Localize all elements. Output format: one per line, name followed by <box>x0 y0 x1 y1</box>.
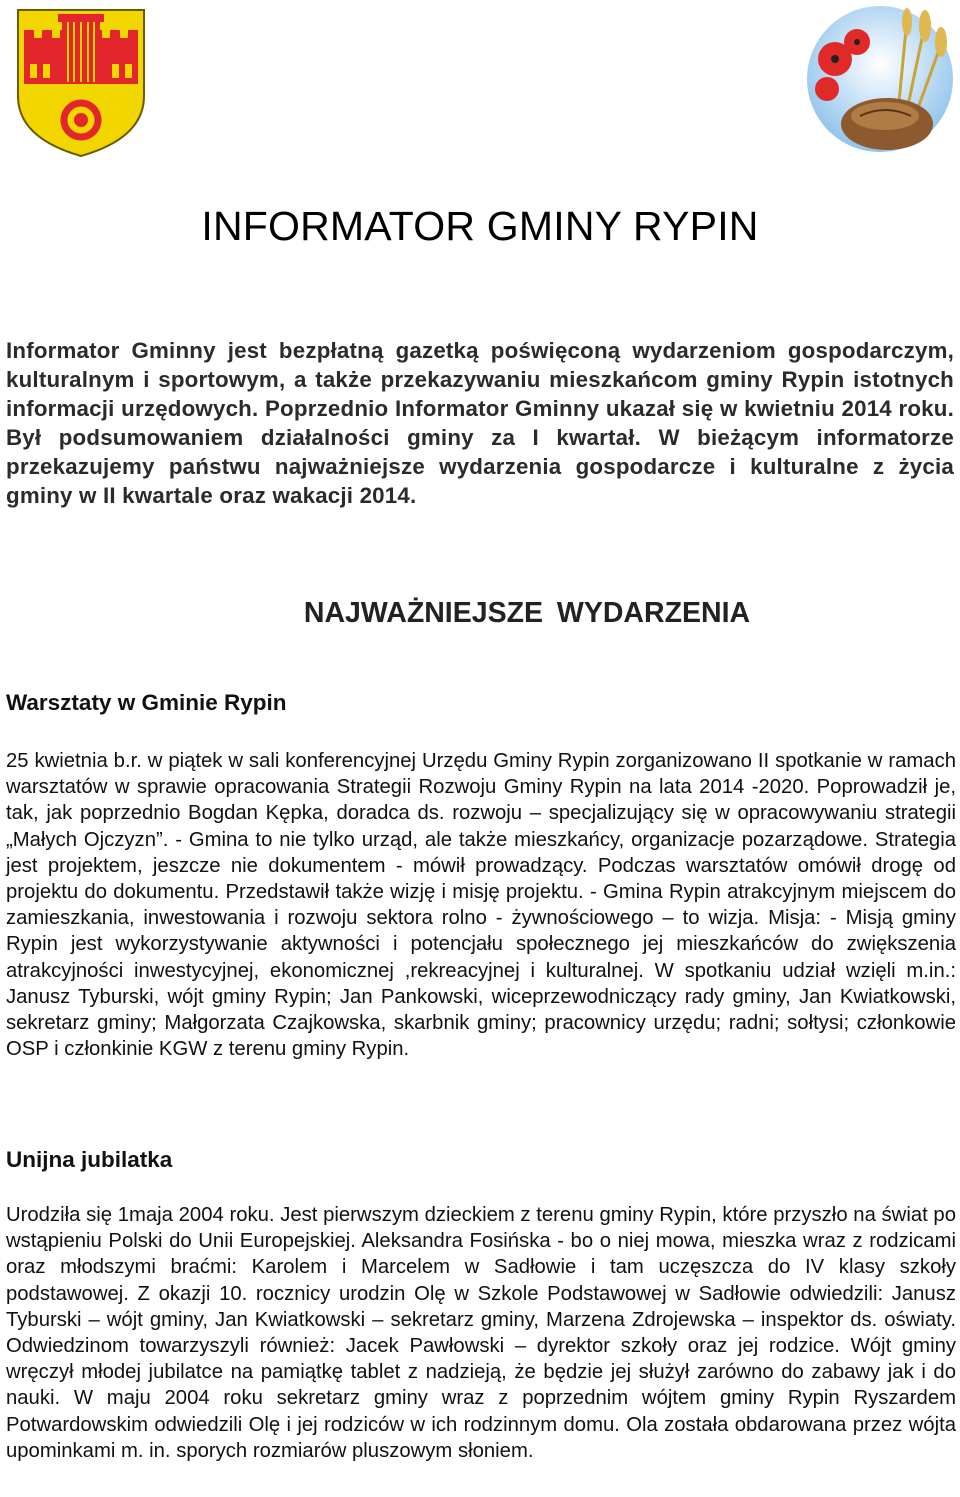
article-body-jubilatka: Urodziła się 1maja 2004 roku. Jest pierwszym dzieckiem z terenu gminy Rypin, które przyszło na świat po wstąpieniu Polski do Unii Europejskiej. Aleksandra Fosińska - bo o niej mowa, mieszka wraz z rodzicami oraz młodszymi braćmi: Karolem i Marcelem w Sadłowie i tam uczęszcza do IV klasy szkoły podstawowej. Z okazji 10. rocznicy urodzin Olę w Szkole Podstawowej w Sadłowie odwiedzili: Janusz Tyburski – wójt gminy, Jan Kwiatkowski – sekretarz gminy, Marzena Zdrojewska – inspektor ds. oświaty. Odwiedzinom towarzyszyli również: Jacek Pawłowski – dyrektor szkoły oraz jej rodzice. Wójt gminy wręczył młodej jubilatce na pamiątkę tablet z nadzieją, że będzie jej służył zarówno do zabawy jak i do nauki. W maju 2004 roku sekretarz gminy wraz z poprzednim wójtem gminy Rypin Ryszardem Potwardowskim odwiedzili Olę i jej rodziców w ich rodzinnym domu. Ola została obdarowana przez wójta upominkami m. in. sporych rozmiarów pluszowym słoniem. <box>6 1204 956 1462</box>
page-title: INFORMATOR GMINY RYPIN <box>201 203 759 249</box>
section-title: NAJWAŻNIEJSZE WYDARZENIA <box>303 597 751 629</box>
article-heading-jubilatka: Unijna jubilatka <box>6 1147 173 1172</box>
coat-of-arms-icon <box>16 8 146 158</box>
article-heading-warsztaty: Warsztaty w Gminie Rypin <box>6 690 287 715</box>
harvest-wreath-icon <box>805 4 955 154</box>
article-body-warsztaty: 25 kwietnia b.r. w piątek w sali konferencyjnej Urzędu Gminy Rypin zorganizowano II spotkanie w ramach warsztatów w sprawie opracowania Strategii Rozwoju Gminy Rypin na lata 2014 -2020. Poprowadził je, tak, jak poprzednio Bogdan Kępka, doradca ds. rozwoju – specjalizujący się w opracowywaniu strategii „Małych Ojczyzn”. - Gmina to nie tylko urząd, ale także mieszkańcy, organizacje pozarządowe. Strategia jest projektem, jeszcze nie dokumentem - mówił prowadzący. Podczas warsztatów omówił drogę od projektu do dokumentu. Przedstawił także wizję i misję projektu. - Gmina Rypin atrakcyjnym miejscem do zamieszkania, inwestowania i rozwoju sektora rolno - żywnościowego – to wizja. Misja: - Misją gminy Rypin jest wykorzystywanie aktywności i potencjału społecznego jej mieszkańców do zwiększenia atrakcyjności inwestycyjnej, ekonomicznej ,rekreacyjnej i kulturalnej. W spotkaniu udział wzięli m.in.: Janusz Tyburski, wójt gminy Rypin; Jan Pankowski, wiceprzewodniczący rady gminy, Jan Kwiatkowski, sekretarz gminy; Małgorzata Czajkowska, skarbnik gminy; pracownicy urzędu; radni; sołtysi; członkowie OSP i członkinie KGW z terenu gminy Rypin. <box>6 750 956 1061</box>
intro-paragraph: Informator Gminny jest bezpłatną gazetką poświęconą wydarzeniom gospodarczym, kulturalnym i sportowym, a także przekazywaniu mieszkańcom gminy Rypin istotnych informacji urzędowych. Poprzednio Informator Gminny ukazał się w kwietniu 2014 roku. Był podsumowaniem działalności gminy za I kwartał. W bieżącym informatorze przekazujemy państwu najważniejsze wydarzenia gospodarcze i kulturalne z życia gminy w II kwartale oraz wakacji 2014. <box>6 338 954 509</box>
